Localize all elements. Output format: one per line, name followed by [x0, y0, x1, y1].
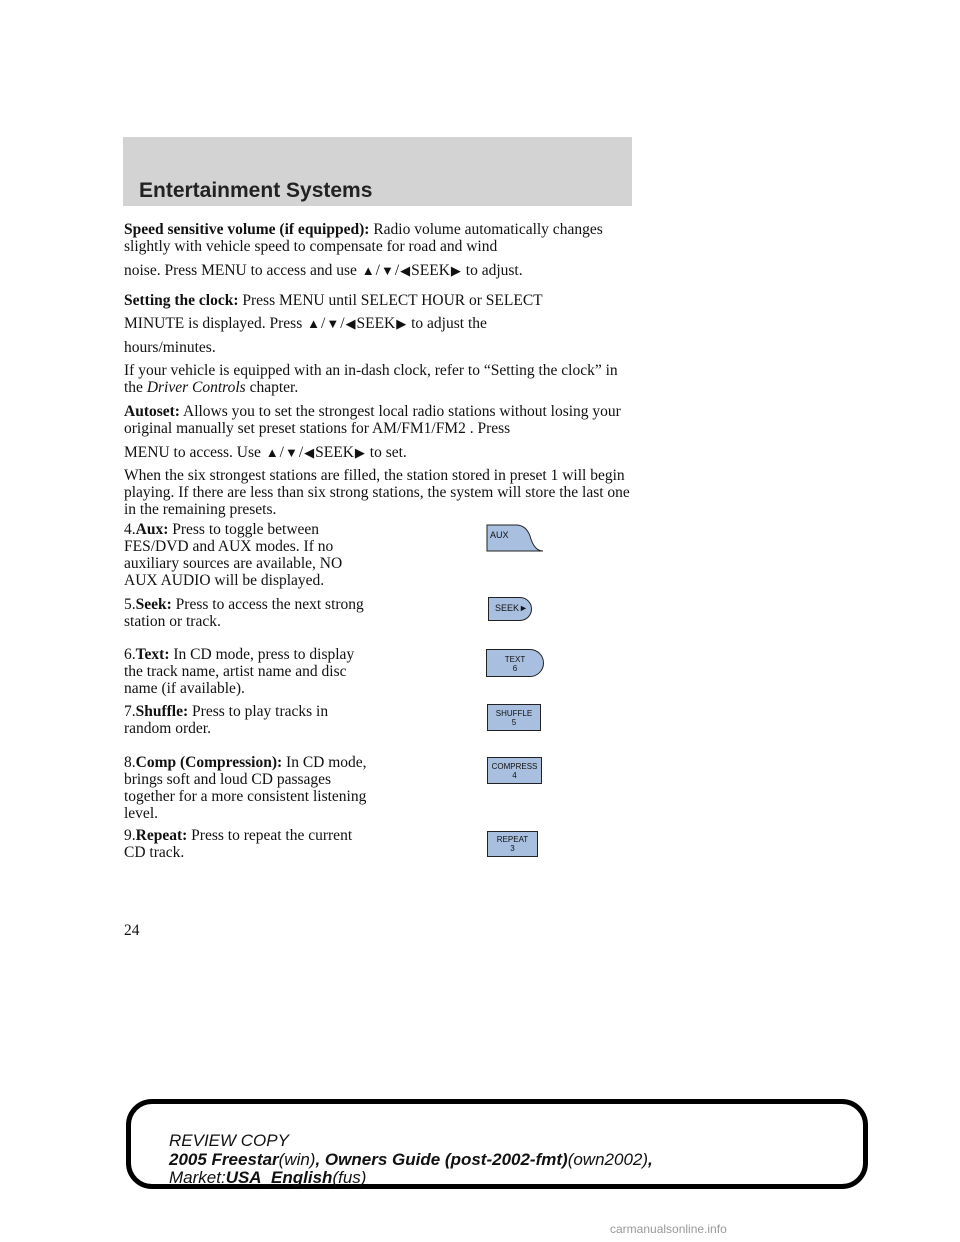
indash-italic: Driver Controls [146, 379, 246, 396]
up-arrow-icon: ▲ [361, 263, 375, 278]
compress-button-illustration [487, 757, 542, 784]
item-shuffle [124, 703, 374, 737]
page-number: 24 [124, 922, 140, 939]
clock-text3: hours/minutes. [124, 339, 216, 356]
item-number: 4. [124, 521, 136, 538]
text-button-label: TEXT [504, 655, 526, 664]
compress-button-label: COMPRESS [491, 762, 538, 771]
paragraph-clock-line: MINUTE is displayed. Press ▲/▼/◀SEEK▶ to adjust the [124, 315, 487, 332]
speed-text2: noise. Press MENU to access and use [124, 262, 357, 279]
right-arrow-icon: ▶ [396, 316, 407, 331]
review-model-code: (win) [278, 1150, 316, 1169]
page-title: Entertainment Systems [139, 179, 373, 202]
down-arrow-icon: ▼ [284, 445, 298, 460]
speed-heading: Speed sensitive volume (if equipped): [124, 221, 370, 238]
review-guide-code: (own2002) [567, 1150, 649, 1169]
paragraph-six [124, 467, 644, 518]
item-number: 5. [124, 596, 136, 613]
paragraph-indash [124, 362, 624, 396]
item-number: 8. [124, 754, 136, 771]
up-arrow-icon: ▲ [307, 316, 320, 331]
review-market-label: Market: [169, 1168, 226, 1187]
indash-text: If your vehicle is equipped with an in-dash clock, refer to “Setting the clock” in the [124, 362, 618, 396]
item-text: Press to access the next strong station or track. [124, 596, 364, 630]
clock-seek: SEEK [356, 315, 396, 332]
item-number: 6. [124, 646, 136, 663]
review-copy-box [126, 1099, 868, 1189]
autoset-seek: SEEK [315, 444, 354, 461]
paragraph-speed [124, 221, 644, 255]
autoset-text2: MENU to access. Use [124, 444, 261, 461]
review-market-line [169, 1168, 366, 1187]
item-text: Press to repeat the current CD track. [124, 827, 353, 861]
repeat-button-illustration [487, 831, 538, 857]
speed-seek: SEEK [411, 262, 450, 279]
item-aux [124, 521, 374, 589]
header-band [123, 137, 632, 206]
repeat-button-label: REPEAT [496, 835, 529, 844]
shuffle-button-label: SHUFFLE [495, 709, 533, 718]
review-market-code: (fus) [332, 1168, 367, 1187]
compress-button-number: 4 [512, 771, 517, 780]
item-number: 9. [124, 827, 136, 844]
watermark: carmanualsonline.info [610, 1222, 727, 1236]
review-comma: , [648, 1150, 653, 1169]
item-heading: Seek: [135, 596, 172, 613]
paragraph-clock [124, 292, 644, 309]
left-arrow-icon: ◀ [304, 445, 315, 460]
seek-button-label: SEEK► [495, 603, 528, 613]
clock-text2: MINUTE is displayed. Press [124, 315, 303, 332]
down-arrow-icon: ▼ [380, 263, 394, 278]
item-heading: Comp (Compression): [135, 754, 283, 771]
item-heading: Shuffle: [135, 703, 189, 720]
item-heading: Aux: [135, 521, 169, 538]
paragraph-autoset [124, 403, 644, 437]
item-text: Press to toggle between FES/DVD and AUX modes. If no auxiliary sources are available, NO AUX AUDIO will be displayed. [124, 521, 343, 589]
text-button-illustration [486, 649, 544, 677]
item-compress [124, 754, 374, 822]
speed-end: to adjust. [465, 262, 523, 279]
paragraph-clock-line3 [124, 339, 644, 356]
review-model-line [169, 1150, 653, 1169]
right-arrow-icon: ▶ [450, 263, 461, 278]
item-heading: Text: [135, 646, 170, 663]
item-text: Press to play tracks in random order. [124, 703, 329, 737]
shuffle-button-number: 5 [511, 718, 517, 727]
shuffle-button-illustration [487, 704, 541, 731]
item-number: 7. [124, 703, 136, 720]
clock-heading: Setting the clock: [124, 292, 239, 309]
item-text: In CD mode, brings soft and loud CD passages together for a more consistent listening level. [124, 754, 367, 822]
autoset-end: to set. [369, 444, 407, 461]
text-button-number: 6 [512, 664, 518, 673]
up-arrow-icon: ▲ [265, 445, 279, 460]
indash-end: chapter. [249, 379, 299, 396]
right-arrow-icon: ▶ [354, 445, 365, 460]
review-market: USA_English [225, 1168, 333, 1187]
review-copy-title: REVIEW COPY [169, 1131, 289, 1150]
item-text [124, 646, 374, 697]
paragraph-speed-line: noise. Press MENU to access and use ▲/▼/◀SEEK▶ to adjust. [124, 262, 523, 279]
review-guide: , Owners Guide (post-2002-fmt) [315, 1150, 568, 1169]
clock-text1: Press MENU until SELECT HOUR or SELECT [242, 292, 543, 309]
down-arrow-icon: ▼ [326, 316, 340, 331]
left-arrow-icon: ◀ [400, 263, 411, 278]
item-text: In CD mode, press to display the track name, artist name and disc name (if available). [124, 646, 355, 697]
aux-button-illustration [486, 524, 544, 552]
clock-end: to adjust the [411, 315, 487, 332]
item-repeat [124, 827, 374, 861]
review-model: 2005 Freestar [169, 1150, 279, 1169]
seek-button-illustration [488, 597, 532, 621]
left-arrow-icon: ◀ [345, 316, 356, 331]
paragraph-autoset-line: MENU to access. Use ▲/▼/◀SEEK▶ to set. [124, 444, 407, 461]
speed-text: Radio volume automatically changes slightly with vehicle speed to compensate for road and wind [124, 221, 603, 255]
aux-button-label: AUX [490, 530, 509, 540]
autoset-text: Allows you to set the strongest local radio stations without losing your original manually set preset stations for AM/FM1/FM2 . Press [124, 403, 621, 437]
repeat-button-number: 3 [510, 844, 515, 853]
item-heading: Repeat: [135, 827, 188, 844]
autoset-heading: Autoset: [124, 403, 180, 420]
item-seek [124, 596, 374, 630]
six-text: When the six strongest stations are filled, the station stored in preset 1 will begin playing. If there are less than six strong stations, the system will store the last one in the remaining presets. [124, 467, 630, 518]
